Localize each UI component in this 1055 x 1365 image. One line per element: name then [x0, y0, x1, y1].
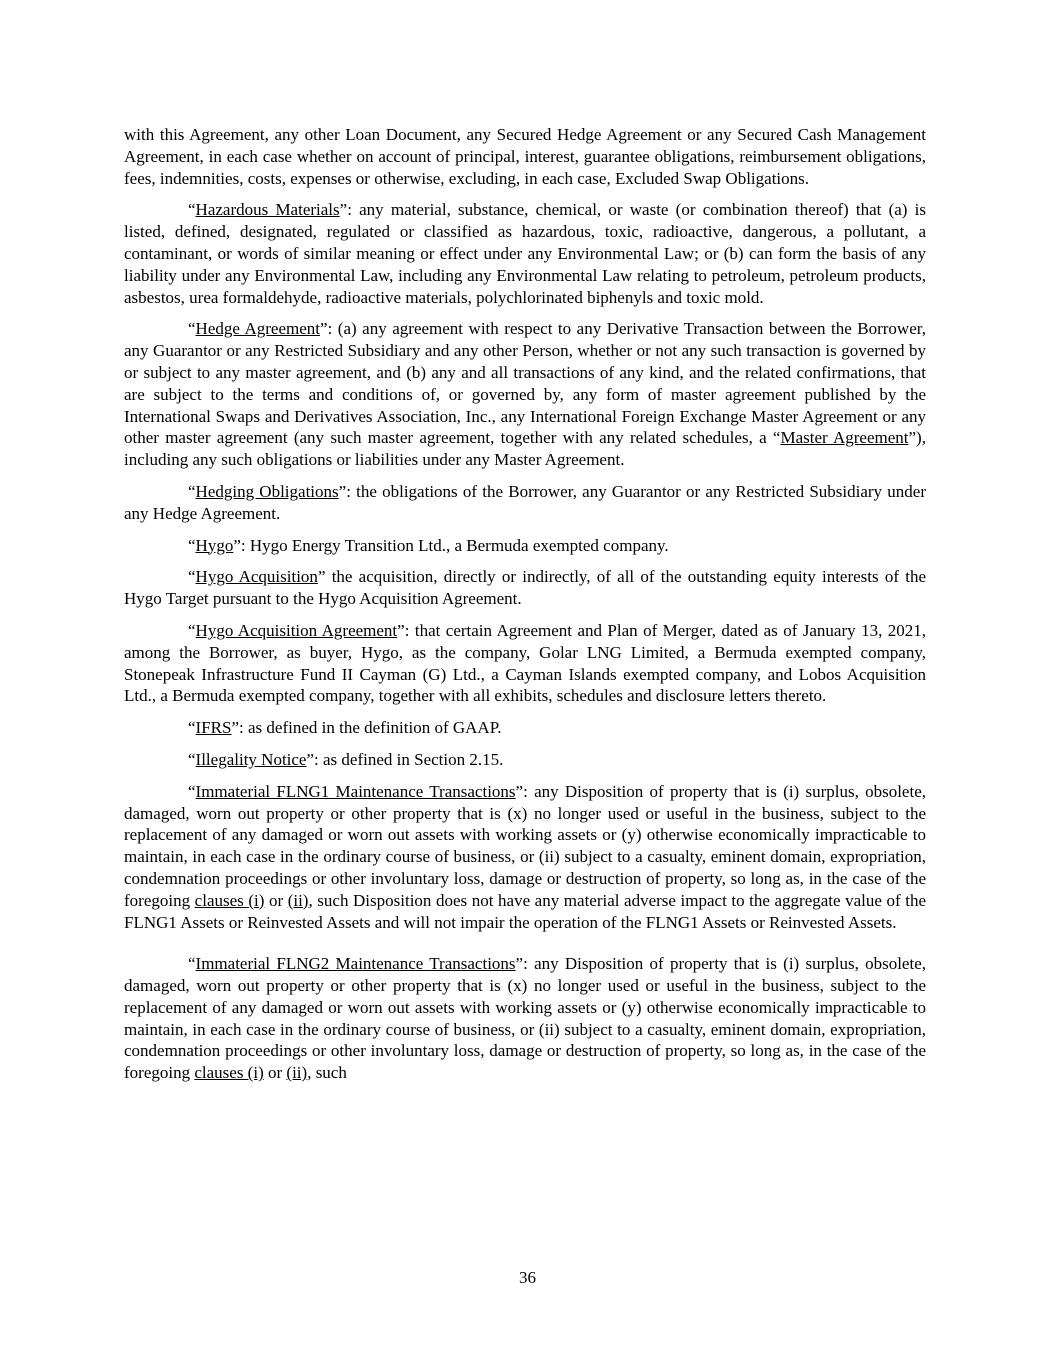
definition-text: the acquisition, directly or indirectly, of all of the outstanding equity interests of the Hygo Target pursuant to the Hygo Acquisition Agreement. [124, 567, 926, 609]
clause-reference: clauses (i) [194, 890, 265, 910]
defined-term: Hygo Acquisition Agreement [195, 620, 398, 640]
defined-term: Hedge Agreement [195, 319, 321, 339]
continuation-paragraph: with this Agreement, any other Loan Document, any Secured Hedge Agreement or any Secured Cash Management Agreement, in each case whether on account of principal, interest, guarantee obligations, reimbursement obligations, fees, indemnities, costs, expenses or otherwise, excluding, in each case, Excluded Swap Obligations. [124, 125, 926, 188]
clause-reference: clauses (i) [194, 1063, 264, 1083]
definition-text: : Hygo Energy Transition Ltd., a Bermuda exempted company. [240, 535, 669, 555]
definition-ifrs: “IFRS”: as defined in the definition of GAAP. [188, 718, 502, 738]
defined-term: Immaterial FLNG1 Maintenance Transactions [195, 781, 516, 801]
definition-immaterial-flng1: “Immaterial FLNG1 Maintenance Transactions”: any Disposition of property that is (i) surplus, obsolete, damaged, worn out property or other property that is (x) no longer used or useful in the business, subject to the replacement of any damaged or worn out assets with working assets or (y) otherwise economically impracticable to maintain, in each case in the ordinary course of business, or (ii) subject to a casualty, eminent domain, expropriation, condemnation proceedings or other involuntary loss, damage or destruction of property, so long as, in the case of the foregoing clauses (i) or (ii), such Disposition does not have any material adverse impact to the aggregate value of the FLNG1 Assets or Reinvested Assets and will not impair the operation of the FLNG1 Assets or Reinvested Assets. [124, 781, 927, 932]
definition-text: : as defined in Section 2.15. [314, 749, 504, 769]
defined-term: Illegality Notice [195, 749, 307, 769]
defined-term: Immaterial FLNG2 Maintenance Transactions [195, 954, 516, 974]
definition-hygo-acquisition-agreement: “Hygo Acquisition Agreement”: that certain Agreement and Plan of Merger, dated as of January 13, 2021, among the Borrower, as buyer, Hygo, as the company, Golar LNG Limited, a Bermuda exempted company, Stonepeak Infrastructure Fund II Cayman (G) Ltd., a Cayman Islands exempted company, and Lobos Acquisition Ltd., a Bermuda exempted company, together with all exhibits, schedules and disclosure letters thereto. [124, 620, 926, 706]
definition-text: : any Disposition of property that is (i) surplus, obsolete, damaged, worn out property or other property that is (x) no longer used or useful in the business, subject to the replacement of any damaged or worn out assets with working assets or (y) otherwise economically impracticable to maintain, in each case in the ordinary course of business, or (ii) subject to a casualty, eminent domain, expropriation, condemnation proceedings or other involuntary loss, damage or destruction of property, so long as, in the case of the foregoing [124, 781, 926, 910]
definition-hygo-acquisition: “Hygo Acquisition” the acquisition, directly or indirectly, of all of the outstanding equity interests of the Hygo Target pursuant to the Hygo Acquisition Agreement. [124, 567, 926, 609]
defined-term: Hedging Obligations [195, 481, 339, 501]
defined-term: Master Agreement [780, 428, 909, 448]
definition-illegality-notice: “Illegality Notice”: as defined in Section 2.15. [188, 749, 504, 769]
definition-text: : (a) any agreement with respect to any Derivative Transaction between the Borrower, any Guarantor or any Restricted Subsidiary and any other Person, whether or not any such transaction is governed by or subject to any master agreement, and (b) any and all transactions of any kind, and the related confirmations, that are subject to the terms and conditions of, or governed by, any form of master agreement published by the International Swaps and Derivatives Association, Inc., any International Foreign Exchange Master Agreement or any other master agreement (any such master agreement, together with any related schedules, a “ [124, 319, 926, 448]
document-page [124, 124, 926, 1094]
defined-term: Hygo [195, 535, 234, 555]
clause-reference: (ii) [286, 1063, 308, 1083]
defined-term: Hazardous Materials [195, 200, 340, 220]
definition-immaterial-flng2: “Immaterial FLNG2 Maintenance Transactions”: any Disposition of property that is (i) surplus, obsolete, damaged, worn out property or other property that is (x) no longer used or useful in the business, subject to the replacement of any damaged or worn out assets with working assets or (y) otherwise economically impracticable to maintain, in each case in the ordinary course of business, or (ii) subject to a casualty, eminent domain, expropriation, condemnation proceedings or other involuntary loss, damage or destruction of property, so long as, in the case of the foregoing clauses (i) or (ii), such [124, 954, 926, 1083]
definition-text: , such [307, 1063, 347, 1083]
definition-hedging-obligations: “Hedging Obligations”: the obligations of the Borrower, any Guarantor or any Restricted Subsidiary under any Hedge Agreement. [124, 481, 926, 523]
definition-text: or [263, 1063, 287, 1083]
definition-text: : that certain Agreement and Plan of Merger, dated as of January 13, 2021, among the Borrower, as buyer, Hygo, as the company, Golar LNG Limited, a Bermuda exempted company, Stonepeak Infrastructure Fund II Cayman (G) Ltd., a Cayman Islands exempted company, and Lobos Acquisition Ltd., a Bermuda exempted company, together with all exhibits, schedules and disclosure letters thereto. [124, 620, 926, 706]
definition-hygo: “Hygo”: Hygo Energy Transition Ltd., a Bermuda exempted company. [188, 535, 669, 555]
definition-hedge-agreement: “Hedge Agreement”: (a) any agreement with respect to any Derivative Transaction between the Borrower, any Guarantor or any Restricted Subsidiary and any other Person, whether or not any such transaction is governed by or subject to any master agreement, and (b) any and all transactions of any kind, and the related confirmations, that are subject to the terms and conditions of, or governed by, any form of master agreement published by the International Swaps and Derivatives Association, Inc., any International Foreign Exchange Master Agreement or any other master agreement (any such master agreement, together with any related schedules, a “Master Agreement”), including any such obligations or liabilities under any Master Agreement. [124, 319, 926, 470]
definition-text: : the obligations of the Borrower, any Guarantor or any Restricted Subsidiary under any Hedge Agreement. [124, 481, 926, 523]
definition-text: : as defined in the definition of GAAP. [239, 718, 502, 738]
clause-reference: (ii) [287, 890, 309, 910]
page-number: 36 [519, 1268, 536, 1287]
definition-text: : any Disposition of property that is (i) surplus, obsolete, damaged, worn out property or other property that is (x) no longer used or useful in the business, subject to the replacement of any damaged or worn out assets with working assets or (y) otherwise economically impracticable to maintain, in each case in the ordinary course of business, or (ii) subject to a casualty, eminent domain, expropriation, condemnation proceedings or other involuntary loss, damage or destruction of property, so long as, in the case of the foregoing [124, 954, 926, 1083]
definition-text: , such Disposition does not have any material adverse impact to the aggregate value of the FLNG1 Assets or Reinvested Assets and will not impair the operation of the FLNG1 Assets or Reinvested Assets. [124, 890, 927, 932]
definition-text: : any material, substance, chemical, or waste (or combination thereof) that (a) is listed, defined, designated, regulated or classified as hazardous, toxic, radioactive, dangerous, a pollutant, a contaminant, or words of similar meaning or effect under any Environmental Law; or (b) can form the basis of any liability under any Environmental Law, including any Environmental Law relating to petroleum, petroleum products, asbestos, urea formaldehyde, radioactive materials, polychlorinated biphenyls and toxic mold. [124, 200, 927, 307]
definition-text: or [264, 890, 288, 910]
definition-text: ”), including any such obligations or liabilities under any Master Agreement. [124, 428, 926, 470]
defined-term: Hygo Acquisition [195, 567, 318, 587]
definition-hazardous-materials: “Hazardous Materials”: any material, substance, chemical, or waste (or combination thereof) that (a) is listed, defined, designated, regulated or classified as hazardous, toxic, radioactive, dangerous, a pollutant, a contaminant, or words of similar meaning or effect under any Environmental Law; or (b) can form the basis of any liability under any Environmental Law, including any Environmental Law relating to petroleum, petroleum products, asbestos, urea formaldehyde, radioactive materials, polychlorinated biphenyls and toxic mold. [124, 200, 927, 307]
defined-term: IFRS [195, 718, 232, 738]
